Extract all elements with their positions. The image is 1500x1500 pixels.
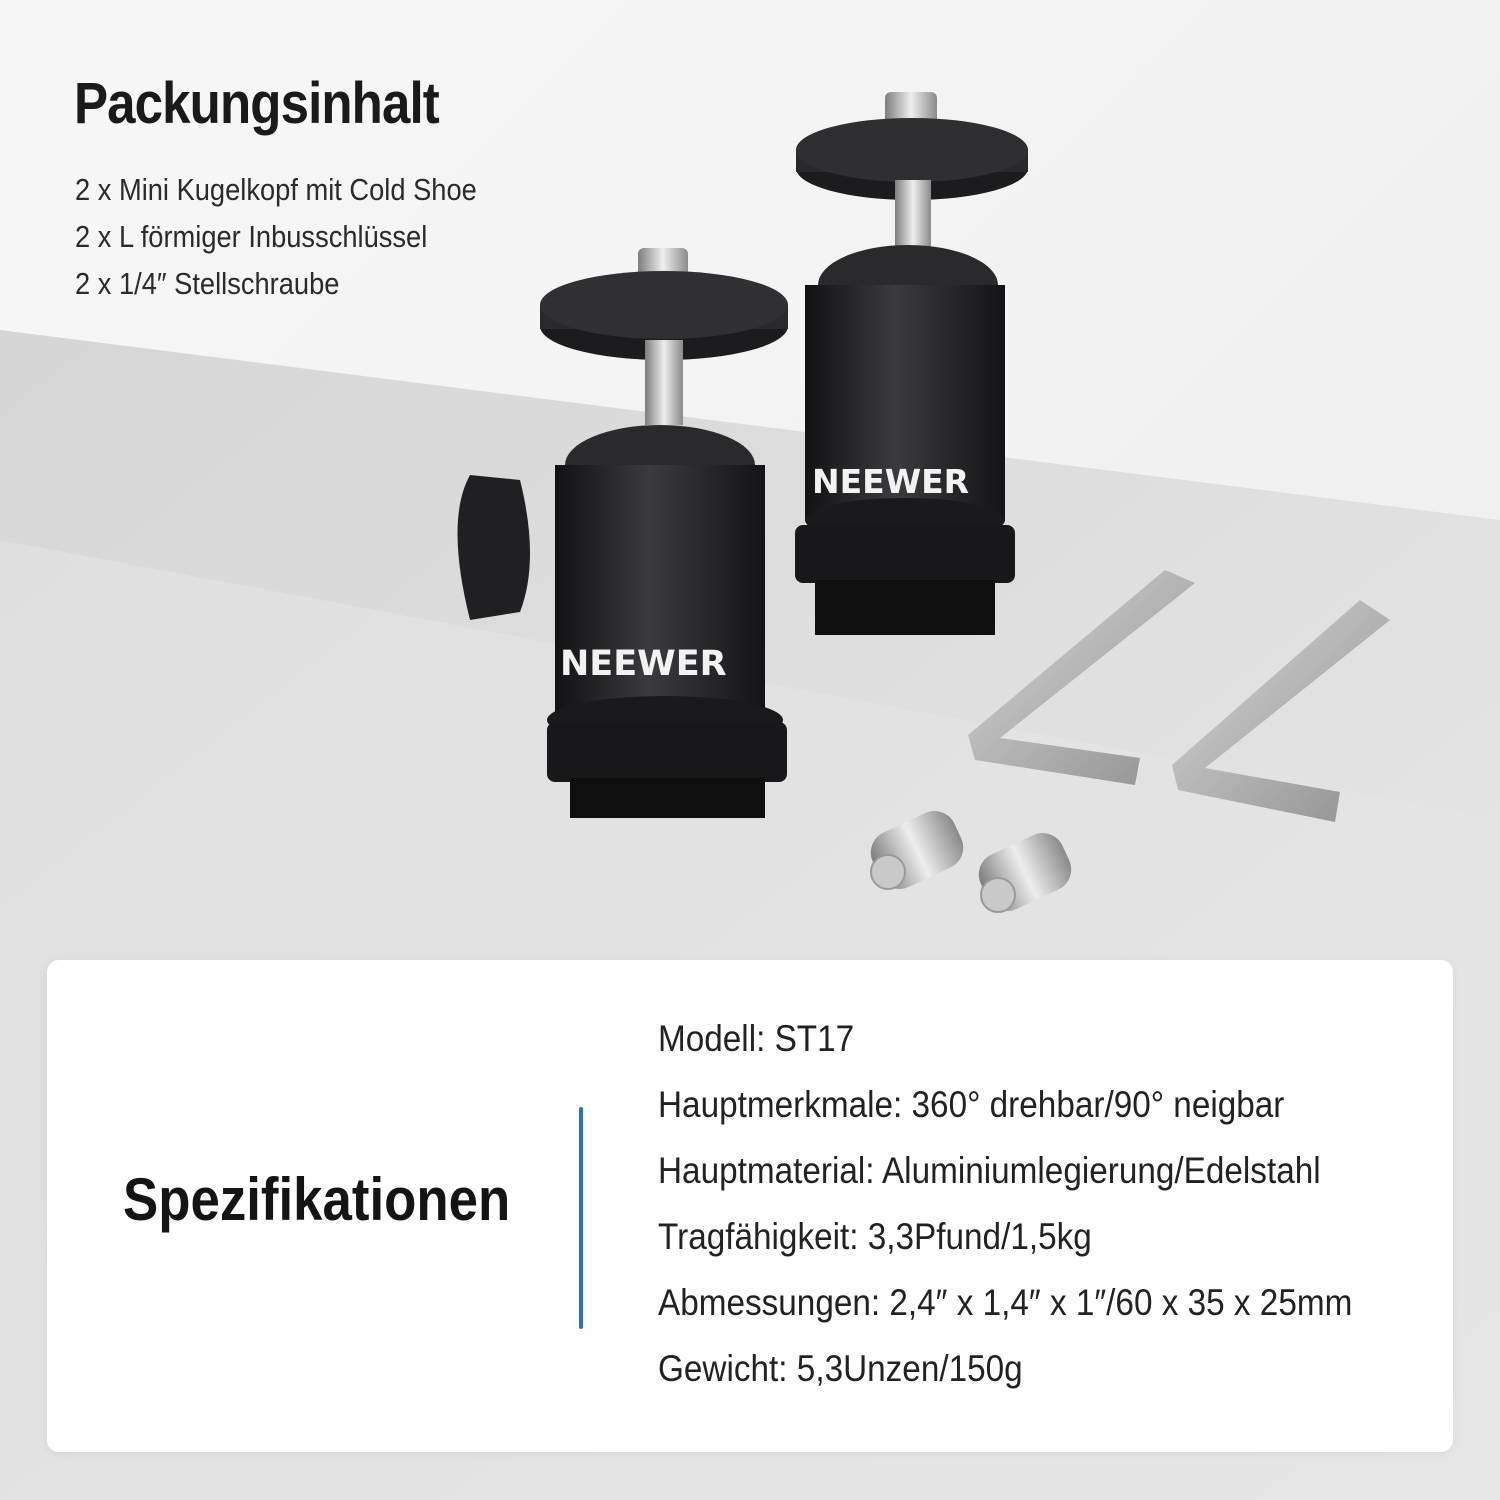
brand-logo: NEEWER [812,462,970,501]
package-item: 2 x 1/4″ Stellschraube [75,266,340,301]
specifications-title: Spezifikationen [123,1166,511,1233]
specifications-card [47,960,1453,1452]
package-item: 2 x Mini Kugelkopf mit Cold Shoe [75,172,477,207]
hex-key [968,570,1195,785]
package-item: 2 x L förmiger Inbusschlüssel [75,219,428,254]
set-screw [972,826,1079,918]
hex-key [1172,600,1390,822]
package-title: Packungsinhalt [74,71,439,136]
spec-row-model: Modell: ST17 [658,1018,855,1059]
ball-head-back [795,92,1028,635]
spec-row-dimensions: Abmessungen: 2,4″ x 1,4″ x 1″/60 x 35 x 25mm [658,1282,1353,1323]
product-image [420,80,1420,940]
svg-text:NEEWER: NEEWER [560,644,727,684]
spec-row-load-capacity: Tragfähigkeit: 3,3Pfund/1,5kg [658,1216,1092,1257]
spec-row-features: Hauptmerkmale: 360° drehbar/90° neigbar [658,1084,1285,1125]
spec-row-material: Hauptmaterial: Aluminiumlegierung/Edelstahl [658,1150,1321,1191]
set-screw [864,804,971,896]
specifications-list [658,1006,1429,1402]
spec-row-weight: Gewicht: 5,3Unzen/150g [658,1348,1023,1389]
accent-divider [579,1107,583,1329]
ball-head-front [458,248,789,818]
